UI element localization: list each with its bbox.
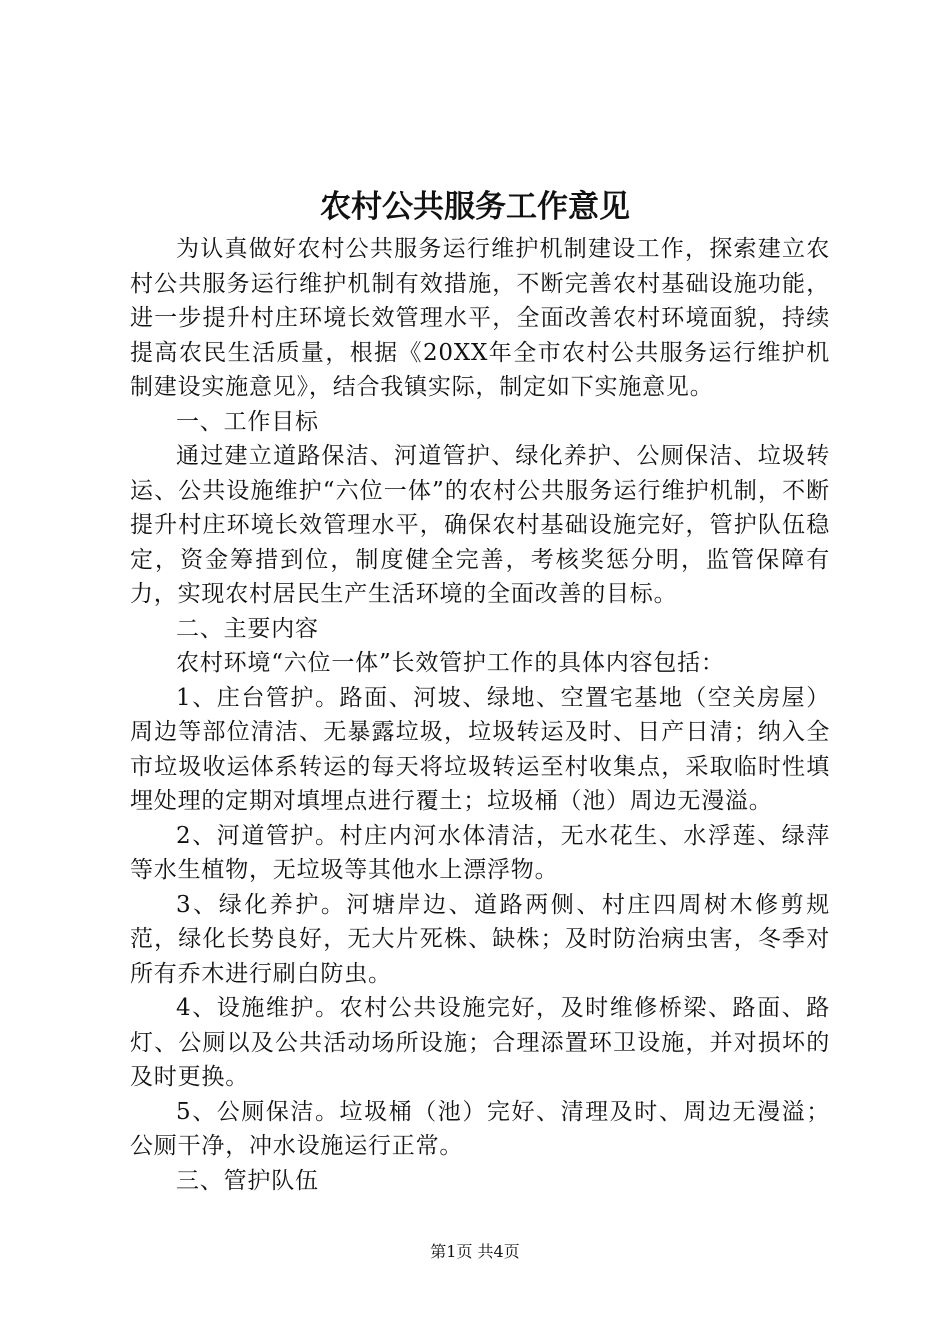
section-heading-team: 三、管护队伍: [176, 1167, 319, 1194]
section-heading-content: 二、主要内容: [176, 615, 319, 642]
document-body: [130, 232, 830, 1198]
document-title: 农村公共服务工作意见: [320, 189, 630, 225]
paragraph-intro: 为认真做好农村公共服务运行维护机制建设工作，探索建立农村公共服务运行维护机制有效措施，不断完善农村基础设施功能，进一步提升村庄环境长效管理水平，全面改善农村环境面貌，持续提高农民生活质量，根据《20XX年全市农村公共服务运行维护机制建设实施意见》，结合我镇实际，制定如下实施意见。: [130, 236, 830, 400]
paragraph-item-5: 5、公厕保洁。垃圾桶（池）完好、清理及时、周边无漫溢；公厕干净，冲水设施运行正常。: [130, 1098, 830, 1159]
paragraph-item-4: 4、设施维护。农村公共设施完好，及时维修桥梁、路面、路灯、公厕以及公共活动场所设施；合理添置环卫设施，并对损坏的及时更换。: [130, 995, 830, 1090]
page-number-footer: 第1页 共4页: [430, 1242, 520, 1261]
section-heading-goals: 一、工作目标: [176, 408, 319, 435]
paragraph-content-intro: 农村环境“六位一体”长效管护工作的具体内容包括：: [176, 650, 725, 676]
paragraph-item-2: 2、河道管护。村庄内河水体清洁，无水花生、水浮莲、绿萍等水生植物，无垃圾等其他水上漂浮物。: [130, 822, 830, 883]
paragraph-item-3: 3、绿化养护。河塘岸边、道路两侧、村庄四周树木修剪规范，绿化长势良好，无大片死株、缺株；及时防治病虫害，冬季对所有乔木进行刷白防虫。: [130, 891, 830, 987]
paragraph-item-1: 1、庄台管护。路面、河坡、绿地、空置宅基地（空关房屋）周边等部位清洁、无暴露垃圾，垃圾转运及时、日产日清；纳入全市垃圾收运体系转运的每天将垃圾转运至村收集点，采取临时性填埋处理的定期对填埋点进行覆土；垃圾桶（池）周边无漫溢。: [130, 684, 830, 814]
paragraph-goals: 通过建立道路保洁、河道管护、绿化养护、公厕保洁、垃圾转运、公共设施维护“六位一体”的农村公共服务运行维护机制，不断提升村庄环境长效管理水平，确保农村基础设施完好，管护队伍稳定，资金筹措到位，制度健全完善，考核奖惩分明，监管保障有力，实现农村居民生产生活环境的全面改善的目标。: [130, 443, 830, 607]
